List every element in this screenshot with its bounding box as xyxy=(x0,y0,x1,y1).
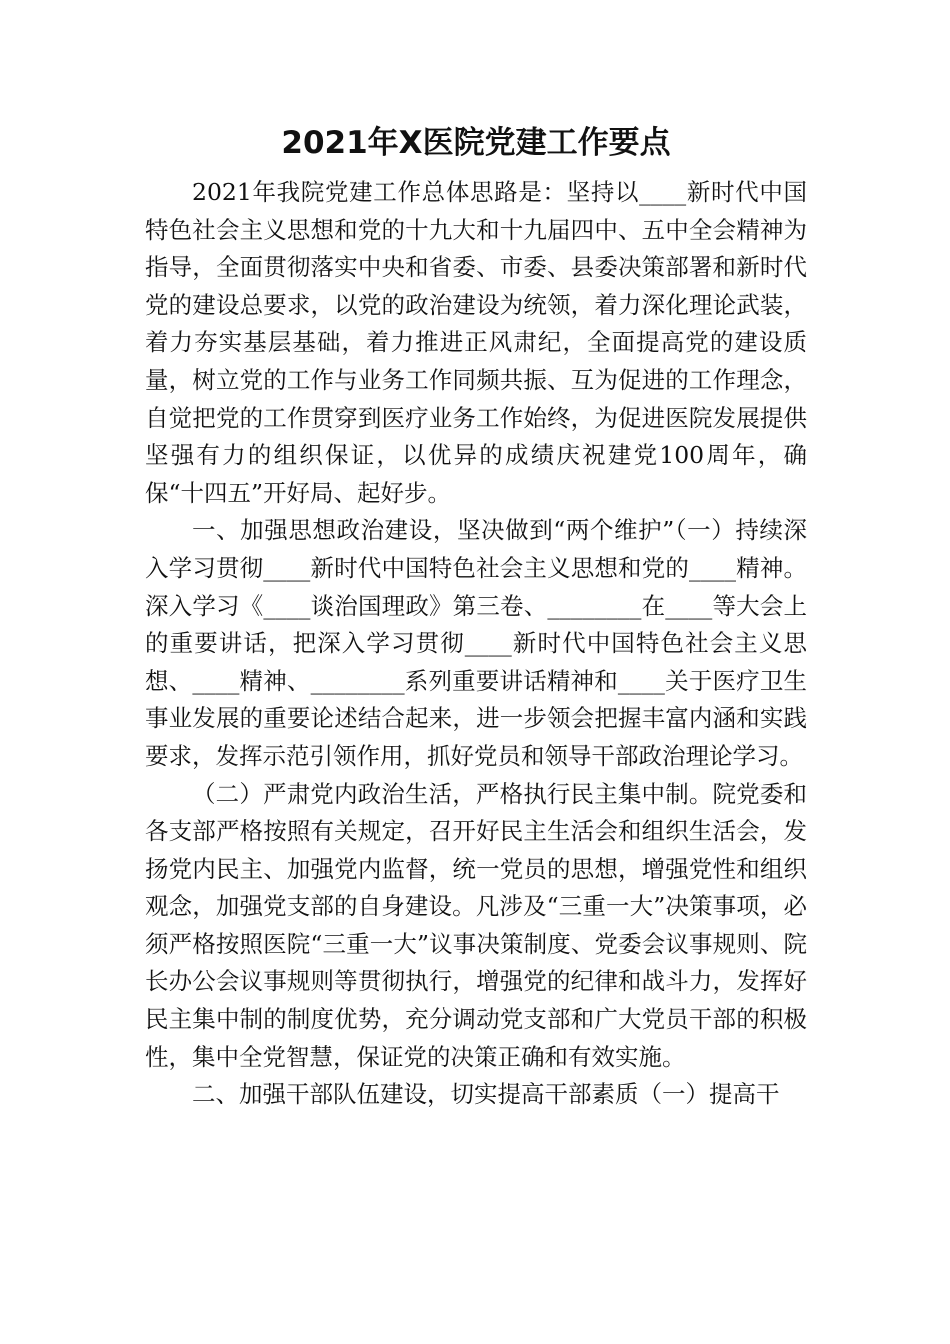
document-page xyxy=(145,118,807,1114)
document-title: 2021年X医院党建工作要点 xyxy=(281,125,671,161)
paragraph-section-two: 二、加强干部队伍建设，切实提高干部素质（一）提高干 xyxy=(192,1080,780,1109)
paragraph-section-one-two: （二）严肃党内政治生活，严格执行民主集中制。院党委和各支部严格按照有关规定，召开好民主生活会和组织生活会，发扬党内民主、加强党内监督，统一党员的思想，增强党性和组织观念，加强党支部的自身建设。凡涉及“三重一大”决策事项，必须严格按照医院“三重一大”议事决策制度、党委会议事规则、院长办公会议事规则等贯彻执行，增强党的纪律和战斗力，发挥好民主集中制的制度优势，充分调动党支部和广大党员干部的积极性，集中全党智慧，保证党的决策正确和有效实施。 xyxy=(145,779,807,1071)
paragraph-section-one: 一、加强思想政治建设，坚决做到“两个维护”（一）持续深入学习贯彻____新时代中国特色社会主义思想和党的____精神。深入学习《____谈治国理政》第三卷、________在____等大会上的重要讲话，把深入学习贯彻____新时代中国特色社会主义思想、____精神、________系列重要讲话精神和____关于医疗卫生事业发展的重要论述结合起来，进一步领会把握丰富内涵和实践要求，发挥示范引领作用，抓好党员和领导干部政治理论学习。 xyxy=(145,516,807,770)
paragraph-overview: 2021年我院党建工作总体思路是：坚持以____新时代中国特色社会主义思想和党的十九大和十九届四中、五中全会精神为指导，全面贯彻落实中央和省委、市委、县委决策部署和新时代党的建设总要求，以党的政治建设为统领，着力深化理论武装，着力夯实基层基础，着力推进正风肃纪，全面提高党的建设质量，树立党的工作与业务工作同频共振、互为促进的工作理念，自觉把党的工作贯穿到医疗业务工作始终，为促进医院发展提供坚强有力的组织保证，以优异的成绩庆祝建党100周年，确保“十四五”开好局、起好步。 xyxy=(145,178,807,507)
